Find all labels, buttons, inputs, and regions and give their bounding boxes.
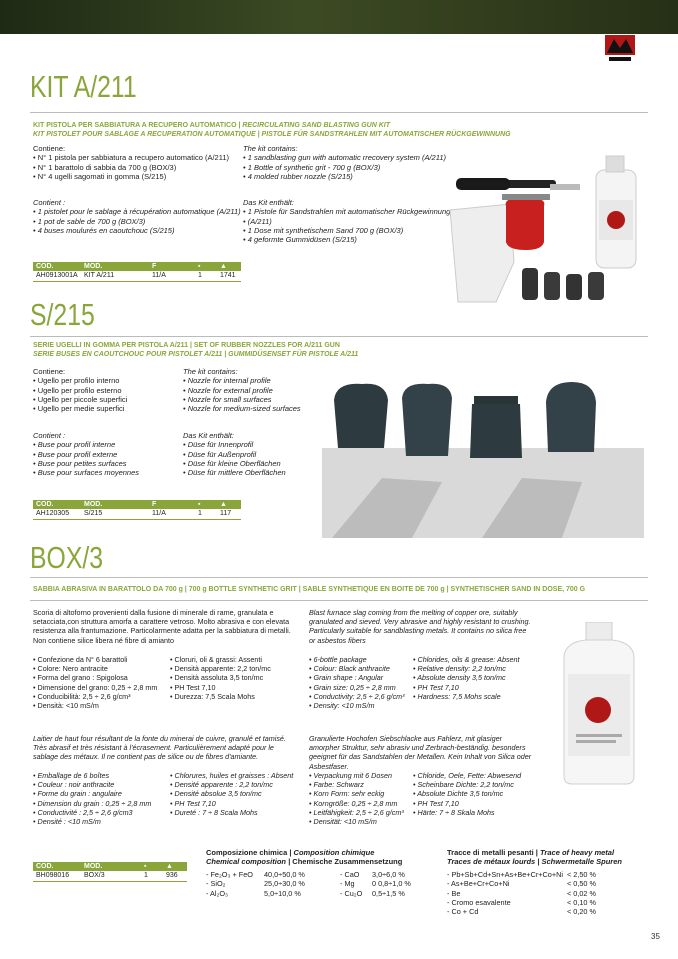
kit-de-list: Das Kit enthält: • 1 Pistole für Sandstrahlen mit automatischer Rückgewinnung • (A/211) • 1 Dose mit synthetischem Sand 700 g (BOX/3) • 4 geformte Gummidüsen (S/215) <box>243 198 473 244</box>
nozzles-product-image <box>322 378 644 538</box>
list-item: - CaO 3,0÷6,0 % <box>340 870 405 879</box>
box3-spec-table <box>33 862 187 882</box>
kit-product-image <box>446 150 646 306</box>
weight-icon: ▲ <box>217 262 241 271</box>
weight-icon: ▲ <box>217 500 241 509</box>
box3-fr-description: Laitier de haut four résultant de la fonte du minerai de cuivre, granulé et tamisé. Très abrasif et très résistant à l'écrasement. Particulièrement adapté pour le sablage des métaux. Il ne contient pas de silice ou de fibres d'amiante. <box>33 734 286 762</box>
divider <box>30 112 648 113</box>
box3-subtitle: SABBIA ABRASIVA IN BARATTOLO DA 700 g | 700 g BOTTLE SYNTHETIC GRIT | SABLE SYNTHETIQUE EN BOITE DE 700 g | SYNTHETISCHER SAND IN DOSE, 700 G <box>33 586 586 593</box>
kit-it-list: Contiene: • N° 1 pistola per sabbiatura a recupero automatico (A/211) • N° 1 barattolo di sabbia da 700 g (BOX/3) • N° 4 ugelli sagomati in gomma (S/215) <box>33 144 243 181</box>
box-icon: ▪ <box>195 500 217 509</box>
box-icon: ▪ <box>195 262 217 271</box>
table-row: AH120305 S/215 11/A 1 117 <box>33 509 241 519</box>
divider <box>30 336 648 337</box>
list-item: - SiO₂ 25,0÷30,0 % <box>206 879 305 889</box>
list-item: - Cromo esavalente < 0,10 % <box>447 897 597 907</box>
list-item: - Al₂O₃ 5,0÷10,0 % <box>206 888 301 898</box>
chem-title: Composizione chimica | Composition chimique Chemical composition | Chemische Zusammensetzung <box>206 848 403 866</box>
table-row: BH098016 BOX/3 1 936 <box>33 871 187 881</box>
heavy-metals-list <box>447 870 596 916</box>
box-icon: ▪ <box>141 862 163 871</box>
chem-right-list <box>340 870 411 898</box>
box3-de-description: Granulierte Hochofen Siebschlacke aus Fahlerz, mit glasiger amorpher Struktur, sehr abrasiv und Zerbrach-beständig. besonders geeignet für das Sandstahlen der Metallen. Kein Inhalt von Silica oder Asbestfaser. <box>309 734 532 771</box>
s215-spec-table <box>33 500 241 520</box>
s215-de-list: Das Kit enthält: • Düse für Innenprofil • Düse für Außenprofil • Düse für kleine Oberflächen • Düse für mittlere Oberflächen <box>183 431 333 477</box>
heavy-metals-title: Tracce di metalli pesanti | Trace of heavy metal Traces de métaux lourds | Schwermetalle Spuren <box>447 848 622 866</box>
box3-fr-col2: • Chlorures, huiles et graisses : Absent • Densité apparente : 2,2 ton/mc • Densité absolue 3,5 ton/mc • PH Test 7,10 • Dureté : 7 ÷ 8 Scala Mohs <box>170 771 305 817</box>
list-item: - Co + Cd < 0,20 % <box>447 907 597 917</box>
kit-en-list: The kit contains: • 1 sandblasting gun with automatic rrecovery system (A/211) • 1 Bottle of synthetic grit - 700 g (BOX/3) • 4 molded rubber nozzle (S/215) <box>243 144 473 181</box>
header-bar <box>0 0 678 34</box>
box3-en-col1: • 6-bottle package • Colour: Black anthracite • Grain shape : Angular • Grain size: 0,25 ÷ 2,8 mm • Conductivity: 2,5 ÷ 2,6 g/cm³ • Density: <10 mS/m <box>309 655 419 710</box>
weight-icon: ▲ <box>163 862 187 871</box>
box3-title: BOX/3 <box>30 540 104 575</box>
divider <box>30 600 648 601</box>
kit-spec-table <box>33 262 241 282</box>
box3-it-description: Scoria di altoforno provenienti dalla fusione di minerale di rame, granulata e setacciata,con struttura amorfa a carattere vetroso. Molto abrasiva e con elevata resistenza alla frantumazione. Particolarmente adatta per la sabbiatura di metalli. Non contiene silice libera né fibre di amianto <box>33 608 291 645</box>
s215-en-list: The kit contains: • Nozzle for internal profile • Nozzle for external profile • Nozzle for small surfaces • Nozzle for medium-sized surfaces <box>183 367 333 413</box>
table-row: AH0913001A KIT A/211 11/A 1 1741 <box>33 271 241 281</box>
list-item: - Cu₂O 0,5÷1,5 % <box>340 888 405 898</box>
bottle-product-image <box>556 622 642 786</box>
box3-en-description: Blast furnace slag coming from the melting of copper ore, suitably granulated and sieved. Very abrasive and highly resistant to crushing. Particularly suitable for sandblasting metals. It contains no silica free or asbestos fibers <box>309 608 531 645</box>
list-item: - As+Be+Cr+Co+Ni < 0,50 % <box>447 879 597 889</box>
kit-subtitle: KIT PISTOLA PER SABBIATURA A RECUPERO AUTOMATICO | RECIRCULATING SAND BLASTING GUN KIT KIT PISTOLET POUR SABLAGE A RECUPERATION AUTOMATIQUE | PISTOLE FÜR SANDSTRAHLEN MIT AUTOMATISCHER RÜCKGEWINNUNG <box>33 122 511 138</box>
s215-title: S/215 <box>30 297 95 332</box>
ama-logo-icon <box>603 33 637 65</box>
list-item: - Fe₂O₃ + FeO 40,0÷50,0 % <box>206 870 305 879</box>
divider <box>30 577 648 578</box>
s215-fr-list: Contient : • Buse pour profil interne • Buse pour profil externe • Buse pour petites surfaces • Buse pour surfaces moyennes <box>33 431 183 477</box>
page-number: 35 <box>651 932 660 941</box>
list-item: - Be < 0,02 % <box>447 888 597 898</box>
list-item: - Pb+Sb+Cd+Sn+As+Be+Cr+Co+Ni < 2,50 % <box>447 870 597 879</box>
box3-it-col1: • Confezione da N° 6 barattoli • Colore: Nero antracite • Forma del grano : Spigolosa • Dimensione del grano: 0,25 ÷ 2,8 mm • Conducibilità: 2,5 ÷ 2,6 g/cm³ • Densità: <10 mS/m <box>33 655 171 710</box>
box3-de-col2: • Chloride, Oele, Fette: Abwesend • Scheinbare Dichte: 2,2 ton/mc • Absolute Dichte 3,5 ton/mc • PH Test 7,10 • Härte: 7 ÷ 8 Skala Mohs <box>413 771 543 817</box>
box3-en-col2: • Chlorides, oils & grease: Absent • Relative density: 2,2 ton/mc • Absolute density 3,5 ton/mc • PH Test 7,10 • Hardness: 7,5 Mohs scale <box>413 655 543 701</box>
box3-it-col2: • Cloruri, oli & grassi: Assenti • Densità apparente: 2,2 ton/mc • Densità assoluta 3,5 ton/mc • PH Test 7,10 • Durezza: 7,5 Scala Mohs <box>170 655 305 701</box>
list-item: - Mg 0 0,8÷1,0 % <box>340 879 411 889</box>
table-header: COD. MOD. F ▪ ▲ <box>33 262 241 271</box>
box3-fr-col1: • Emballage de 6 boîtes • Couleur : noir anthracite • Forme du grain : angulaire • Dimension du grain : 0,25 ÷ 2,8 mm • Conductivité : 2,5 ÷ 2,6 g/cm3 • Densité : <10 mS/m <box>33 771 171 826</box>
s215-it-list: Contiene: • Ugello per profilo interno • Ugello per profilo esterno • Ugello per piccole superfici • Ugello per medie superfici <box>33 367 183 413</box>
kit-title: KIT A/211 <box>30 69 137 104</box>
kit-fr-list: Contient : • 1 pistolet pour le sablage à récupération automatique (A/211) • 1 pot de sable de 700 g (BOX/3) • 4 buses moulurés en caoutchouc (S/215) <box>33 198 243 235</box>
s215-subtitle: SERIE UGELLI IN GOMMA PER PISTOLA A/211 | SET OF RUBBER NOZZLES FOR A/211 GUN SERIE BUSES EN CAOUTCHOUC POUR PISTOLET A/211 | GUMMIDÜSENSET FÜR PISTOLE A/211 <box>33 342 359 358</box>
box3-de-col1: • Verpackung mit 6 Dosen • Farbe: Schwarz • Korn Form: sehr eckig • Korngröße: 0,25 ÷ 2,8 mm • Leitfähigkeit: 2,5 ÷ 2,6 g/cm³ • Densität: <10 mS/m <box>309 771 419 826</box>
table-header: COD. MOD. F ▪ ▲ <box>33 500 241 509</box>
table-header: COD. MOD. ▪ ▲ <box>33 862 187 871</box>
chem-left-list <box>206 870 305 898</box>
